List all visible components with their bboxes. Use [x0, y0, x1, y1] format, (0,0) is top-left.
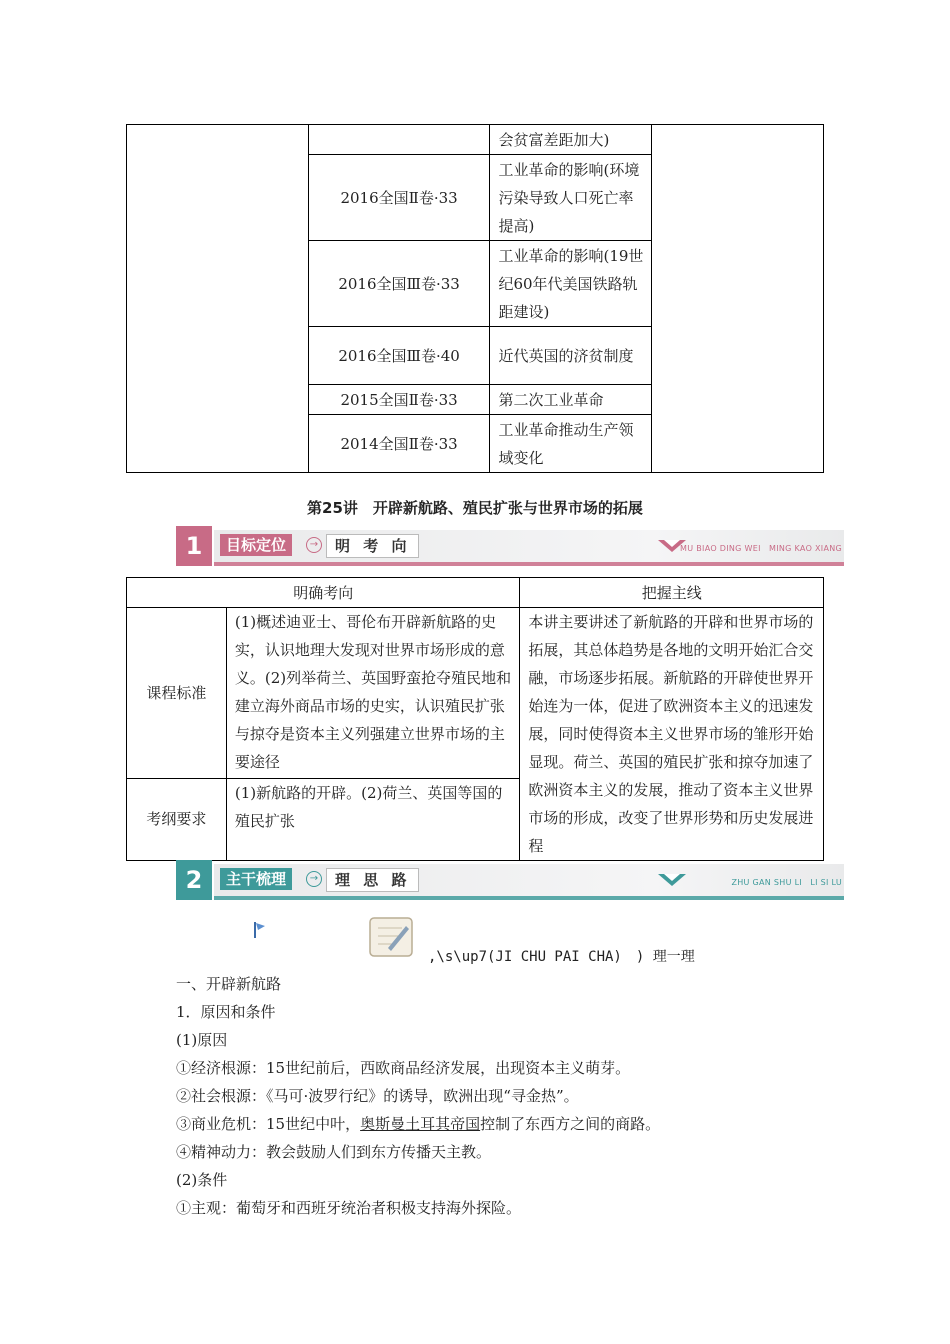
paragraph-social: ②社会根源：《马可·波罗行纪》的诱导，欧洲出现“寻金热”。: [176, 1087, 579, 1105]
banner-sub-label: 理 思 路: [326, 868, 419, 892]
standard-text: (1)概述迪亚士、哥伦布开辟新航路的史实，认识地理大发现对世界市场形成的意义。(2)列举荷兰、英国野蛮抢夺殖民地和建立海外商品市场的史实，认识殖民扩张与掠夺是资本主义列强建立世界市场的主要途径: [226, 608, 520, 779]
text-span: ③商业危机：15世纪中叶，: [176, 1115, 361, 1133]
table-topic-cell: 工业革命推动生产领域变化: [490, 415, 652, 473]
banner-label: 主干梳理: [220, 868, 292, 890]
table-blank-cell: [652, 125, 824, 473]
pencil-flag-icon: [252, 920, 268, 940]
table-year-cell: 2014全国Ⅱ卷·33: [308, 415, 490, 473]
exam-table: [126, 124, 824, 473]
banner-pinyin: ZHU GAN SHU LI LI SI LU: [731, 878, 842, 887]
mainline-text: 本讲主要讲述了新航路的开辟和世界市场的拓展，其总体趋势是各地的文明开始汇合交融，市场逐步拓展。新航路的开辟使世界开始连为一体，促进了欧洲资本主义的迅速发展，同时使得资本主义世界市场的雏形开始显现。荷兰、英国的殖民扩张和掠夺加速了欧洲资本主义的发展，推动了资本主义世界市场的形成，改变了世界形势和历史发展进程: [520, 608, 824, 861]
goals-table: [126, 577, 824, 861]
table-year-cell: 2015全国Ⅱ卷·33: [308, 385, 490, 415]
banner-number: 1: [176, 526, 212, 566]
paragraph-commercial: [176, 1114, 660, 1134]
banner-sub-label: 明 考 向: [326, 534, 419, 558]
table-topic-cell: 工业革命的影响(环境污染导致人口死亡率提高): [490, 155, 652, 241]
table-year-cell: 2016全国Ⅲ卷·40: [308, 327, 490, 385]
section-banner-outline: [176, 860, 844, 900]
table-topic-cell: 工业革命的影响(19世纪60年代美国铁路轨距建设): [490, 241, 652, 327]
lecture-title: 第25讲 开辟新航路、殖民扩张与世界市场的拓展: [307, 499, 643, 517]
paragraph-economic: ①经济根源：15世纪前后，西欧商品经济发展，出现资本主义萌芽。: [176, 1059, 631, 1077]
triangle-marker-inner: [664, 540, 680, 547]
heading-three: (1)原因: [176, 1031, 228, 1049]
goals-header-left: 明确考向: [127, 578, 520, 608]
table-topic-cell: 近代英国的济贫制度: [490, 327, 652, 385]
notebook-icon: [366, 914, 420, 960]
goals-header-right: 把握主线: [520, 578, 824, 608]
underlined-term: 奥斯曼土耳其帝国: [360, 1115, 481, 1133]
banner-pinyin: MU BIAO DING WEI MING KAO XIANG: [680, 544, 842, 553]
requirement-text: (1)新航路的开辟。(2)荷兰、英国等国的殖民扩张: [226, 778, 520, 860]
table-blank-cell: [127, 125, 309, 473]
banner-number: 2: [176, 860, 212, 900]
table-topic-cell: 第二次工业革命: [490, 385, 652, 415]
table-year-cell: 2016全国Ⅱ卷·33: [308, 155, 490, 241]
banner-label: 目标定位: [220, 534, 292, 556]
text-span: 控制了东西方之间的商路。: [480, 1115, 661, 1133]
paragraph-subjective: ①主观：葡萄牙和西班牙统治者积极支持海外探险。: [176, 1199, 522, 1217]
heading-one: 一、开辟新航路: [176, 975, 282, 993]
row-head-requirement: 考纲要求: [127, 778, 227, 860]
table-topic-cell: 会贫富差距加大): [490, 125, 652, 155]
arrow-circle-icon: →: [306, 537, 322, 553]
heading-two: 1．原因和条件: [176, 1003, 276, 1021]
table-year-cell: [308, 125, 490, 155]
banner-underline: [214, 896, 844, 900]
banner-underline: [214, 562, 844, 566]
table-year-cell: 2016全国Ⅲ卷·33: [308, 241, 490, 327]
paragraph-spiritual: ④精神动力：教会鼓励人们到东方传播天主教。: [176, 1143, 492, 1161]
arrow-circle-icon: →: [306, 871, 322, 887]
section-banner-goals: [176, 526, 844, 566]
triangle-marker-inner: [664, 874, 680, 881]
code-line: ,\s\up7(JI CHU PAI CHA) ) 理一理: [428, 949, 695, 965]
row-head-standard: 课程标准: [127, 608, 227, 779]
heading-conditions: (2)条件: [176, 1171, 228, 1189]
